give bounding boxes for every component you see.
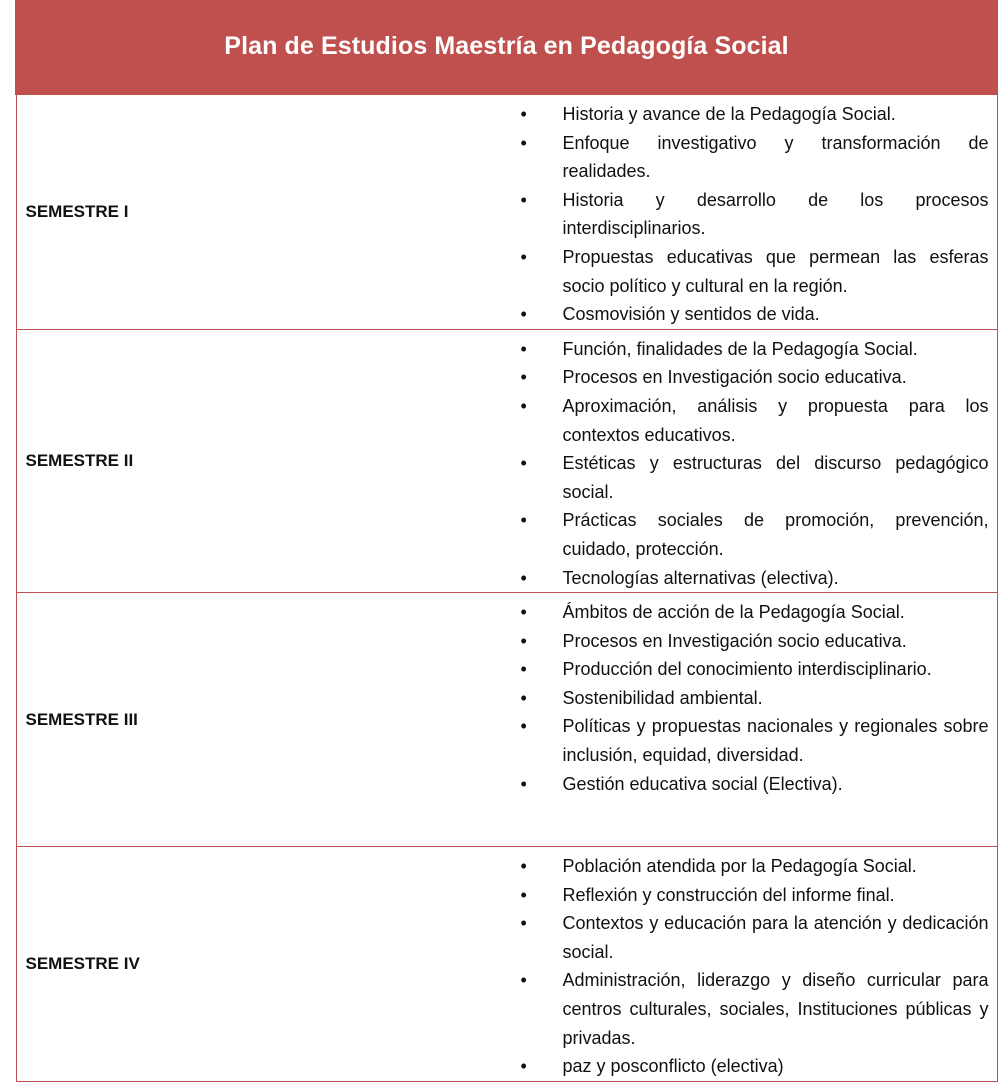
bullet-icon: • bbox=[520, 773, 527, 794]
bullet-icon: • bbox=[520, 104, 527, 124]
list-item: • Función, finalidades de la Pedagogía Social. bbox=[507, 335, 989, 364]
study-plan-table bbox=[15, 0, 998, 1082]
semester-topics-2 bbox=[507, 329, 998, 592]
bullet-icon: • bbox=[520, 913, 527, 934]
list-item: • Administración, liderazgo y diseño curricular para centros culturales, sociales, Instituciones públicas y privadas. bbox=[507, 966, 989, 1052]
semester-label-1: SEMESTRE I bbox=[16, 94, 507, 329]
semester-label-4: SEMESTRE IV bbox=[16, 847, 507, 1082]
semester-row-4 bbox=[16, 847, 997, 1082]
semester-label-3: SEMESTRE III bbox=[16, 593, 507, 847]
list-item: • Población atendida por la Pedagogía Social. bbox=[507, 852, 989, 881]
semester-topics-4 bbox=[507, 847, 998, 1082]
semester-row-1 bbox=[16, 94, 997, 329]
list-item: • Procesos en Investigación socio educativa. bbox=[507, 363, 989, 392]
bullet-icon: • bbox=[520, 884, 527, 905]
bullet-icon: • bbox=[520, 567, 527, 588]
semester-topics-3 bbox=[507, 593, 998, 847]
list-item: • Tecnologías alternativas (electiva). bbox=[507, 564, 989, 593]
list-item: • Historia y desarrollo de los procesos interdisciplinarios. bbox=[507, 186, 989, 243]
semester-row-2 bbox=[16, 329, 997, 592]
list-item: • Producción del conocimiento interdisciplinario. bbox=[507, 655, 989, 684]
bullet-icon: • bbox=[520, 630, 527, 651]
bullet-icon: • bbox=[520, 395, 527, 416]
bullet-icon: • bbox=[520, 367, 527, 388]
bullet-icon: • bbox=[520, 246, 527, 267]
list-item: • Reflexión y construcción del informe final. bbox=[507, 881, 989, 910]
topic-list-4 bbox=[507, 852, 989, 1081]
bullet-icon: • bbox=[520, 510, 527, 531]
list-item: • Prácticas sociales de promoción, prevención, cuidado, protección. bbox=[507, 506, 989, 563]
list-item: • Contextos y educación para la atención y dedicación social. bbox=[507, 909, 989, 966]
list-item: • Aproximación, análisis y propuesta para los contextos educativos. bbox=[507, 392, 989, 449]
bullet-icon: • bbox=[520, 659, 527, 680]
list-item: • Gestión educativa social (Electiva). bbox=[507, 770, 989, 799]
bullet-icon: • bbox=[520, 856, 527, 877]
topic-list-1 bbox=[507, 100, 989, 329]
bullet-icon: • bbox=[520, 189, 527, 210]
bullet-icon: • bbox=[520, 1056, 527, 1077]
list-item: • Propuestas educativas que permean las esferas socio político y cultural en la región. bbox=[507, 243, 989, 300]
table-title: Plan de Estudios Maestría en Pedagogía Social bbox=[16, 0, 997, 94]
list-item: • Procesos en Investigación socio educativa. bbox=[507, 627, 989, 656]
list-item: • Ámbitos de acción de la Pedagogía Social. bbox=[507, 598, 989, 627]
list-item: • Enfoque investigativo y transformación de realidades. bbox=[507, 129, 989, 186]
list-item: • Políticas y propuestas nacionales y regionales sobre inclusión, equidad, diversidad. bbox=[507, 712, 989, 769]
bullet-icon: • bbox=[520, 970, 527, 991]
list-item: • Cosmovisión y sentidos de vida. bbox=[507, 300, 989, 329]
list-item: • paz y posconflicto (electiva) bbox=[507, 1052, 989, 1081]
bullet-icon: • bbox=[520, 132, 527, 153]
topic-list-3 bbox=[507, 598, 989, 798]
list-item: • Historia y avance de la Pedagogía Social. bbox=[507, 100, 989, 129]
bullet-icon: • bbox=[520, 304, 527, 325]
bullet-icon: • bbox=[520, 716, 527, 737]
list-item: • Sostenibilidad ambiental. bbox=[507, 684, 989, 713]
bullet-icon: • bbox=[520, 453, 527, 474]
list-item: • Estéticas y estructuras del discurso pedagógico social. bbox=[507, 449, 989, 506]
semester-topics-1 bbox=[507, 94, 998, 329]
topic-list-2 bbox=[507, 335, 989, 592]
semester-label-2: SEMESTRE II bbox=[16, 329, 507, 592]
bullet-icon: • bbox=[520, 338, 527, 359]
header-row bbox=[16, 0, 997, 94]
bullet-icon: • bbox=[520, 687, 527, 708]
semester-row-3 bbox=[16, 593, 997, 847]
bullet-icon: • bbox=[520, 602, 527, 623]
